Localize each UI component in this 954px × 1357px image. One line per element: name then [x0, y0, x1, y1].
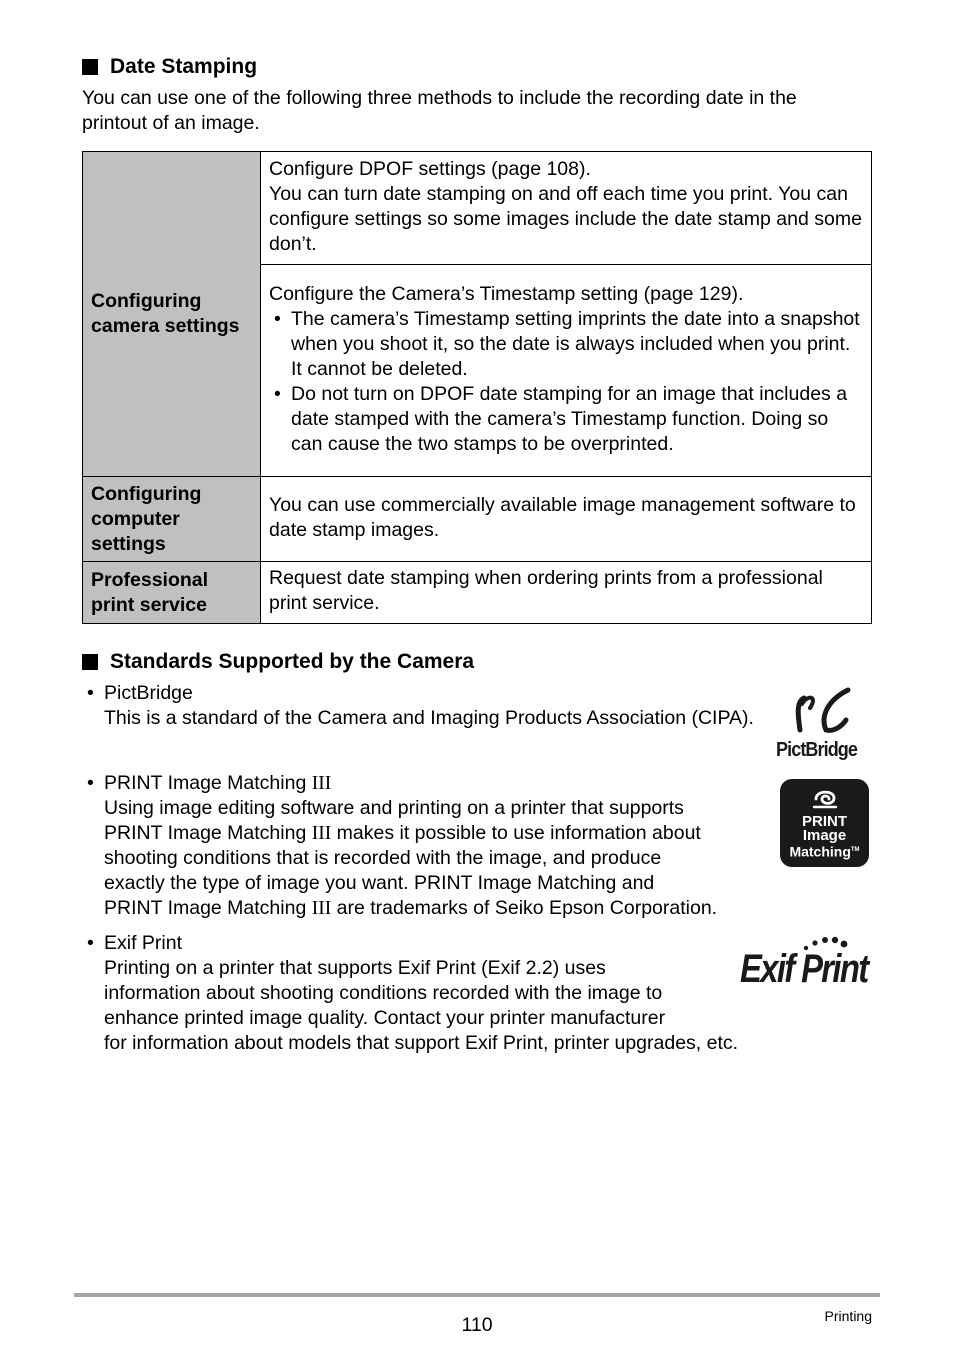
standards-heading-text: Standards Supported by the Camera [110, 650, 475, 673]
pim-text-part: are trademarks of Seiko Epson Corporation. [331, 897, 718, 919]
pim-logo-line: Image [802, 827, 847, 844]
pim-roman: III [311, 773, 332, 794]
pim-title [104, 771, 772, 796]
pictbridge-item [82, 681, 762, 731]
computer-settings-label: Configuring computer settings [83, 477, 261, 562]
standards-heading [82, 650, 474, 674]
pim-title-text: PRINT Image Matching [104, 772, 312, 794]
pim-text-part: PRINT Image Matching [104, 822, 312, 844]
professional-service-label: Professional print service [83, 562, 261, 624]
exif-text-line: for information about models that support Exif Print, printer upgrades, etc. [104, 1032, 739, 1054]
exif-logo-text: Exif Print [740, 947, 868, 991]
pim-text-line: Using image editing software and printing on a printer that supports [104, 797, 684, 819]
exif-text-line: information about shooting conditions recorded with the image to [104, 982, 663, 1004]
table-row [83, 562, 872, 624]
pim-text-line [104, 821, 772, 846]
date-stamping-heading [82, 55, 257, 79]
pim-logo-line [780, 843, 869, 859]
dpof-line: Configure DPOF settings (page 108). [269, 157, 591, 180]
pictbridge-logo-text: PictBridge [776, 739, 858, 761]
camera-settings-label: Configuring camera settings [83, 152, 261, 477]
timestamp-cell [261, 265, 872, 477]
footer-section-label: Printing [824, 1308, 872, 1324]
pim-logo-line: PRINT [802, 813, 847, 830]
pim-text-line [104, 896, 772, 921]
table-row [83, 477, 872, 562]
print-image-matching-logo [780, 779, 869, 867]
page-number: 110 [461, 1314, 493, 1336]
exif-text-line: enhance printed image quality. Contact your printer manufacturer [104, 1007, 666, 1029]
timestamp-bullet: • The camera’s Timestamp setting imprints the date into a snapshot when you shoot it, so the date is always included when you print. It cannot be deleted. [269, 307, 863, 382]
dpof-cell [261, 152, 872, 265]
square-bullet-icon [82, 654, 98, 670]
table-row [83, 152, 872, 265]
intro-line: You can use one of the following three methods to include the recording date in the [82, 87, 797, 109]
square-bullet-icon [82, 59, 98, 75]
pictbridge-logo [776, 686, 876, 766]
pictbridge-title: PictBridge [104, 682, 193, 704]
dpof-text: You can turn date stamping on and off each time you print. You can configure settings so some images include the date stamp and some don’t. [269, 182, 862, 255]
timestamp-line: Configure the Camera’s Timestamp setting (page 129). [269, 282, 744, 305]
bullet-mark: • [87, 932, 94, 954]
bullet-mark: • [87, 772, 94, 794]
exif-text-line: Printing on a printer that supports Exif Print (Exif 2.2) uses [104, 957, 606, 979]
timestamp-bullet: • Do not turn on DPOF date stamping for an image that includes a date stamped with the camera’s Timestamp function. Doing so can cause the two stamps to be overprinted. [269, 382, 863, 457]
pim-roman: III [311, 898, 332, 919]
pictbridge-mark-icon [776, 686, 876, 736]
date-stamping-intro [82, 86, 882, 136]
pim-text-line: exactly the type of image you want. PRINT Image Matching and [104, 872, 655, 894]
computer-settings-desc: You can use commercially available image management software to date stamp images. [261, 477, 872, 562]
print-image-matching-item [82, 771, 772, 921]
exif-print-item [82, 931, 802, 1056]
professional-service-desc: Request date stamping when ordering prints from a professional print service. [261, 562, 872, 624]
pim-text-line: shooting conditions that is recorded with the image, and produce [104, 847, 662, 869]
footer-divider [74, 1293, 880, 1297]
bullet-mark: • [87, 682, 94, 704]
exif-print-logo [740, 936, 870, 994]
pim-logo-tm: TM [850, 847, 860, 853]
exif-title: Exif Print [104, 932, 183, 954]
date-stamping-heading-text: Date Stamping [110, 55, 258, 78]
pim-logo-text: Matching [789, 843, 851, 860]
date-stamping-table [82, 151, 872, 624]
pim-roman: III [311, 823, 332, 844]
pictbridge-text: This is a standard of the Camera and Imaging Products Association (CIPA). [104, 707, 754, 729]
intro-line: printout of an image. [82, 112, 260, 134]
pim-swirl-icon [810, 787, 840, 811]
pim-text-part: makes it possible to use information about [331, 822, 701, 844]
pim-text-part: PRINT Image Matching [104, 897, 312, 919]
